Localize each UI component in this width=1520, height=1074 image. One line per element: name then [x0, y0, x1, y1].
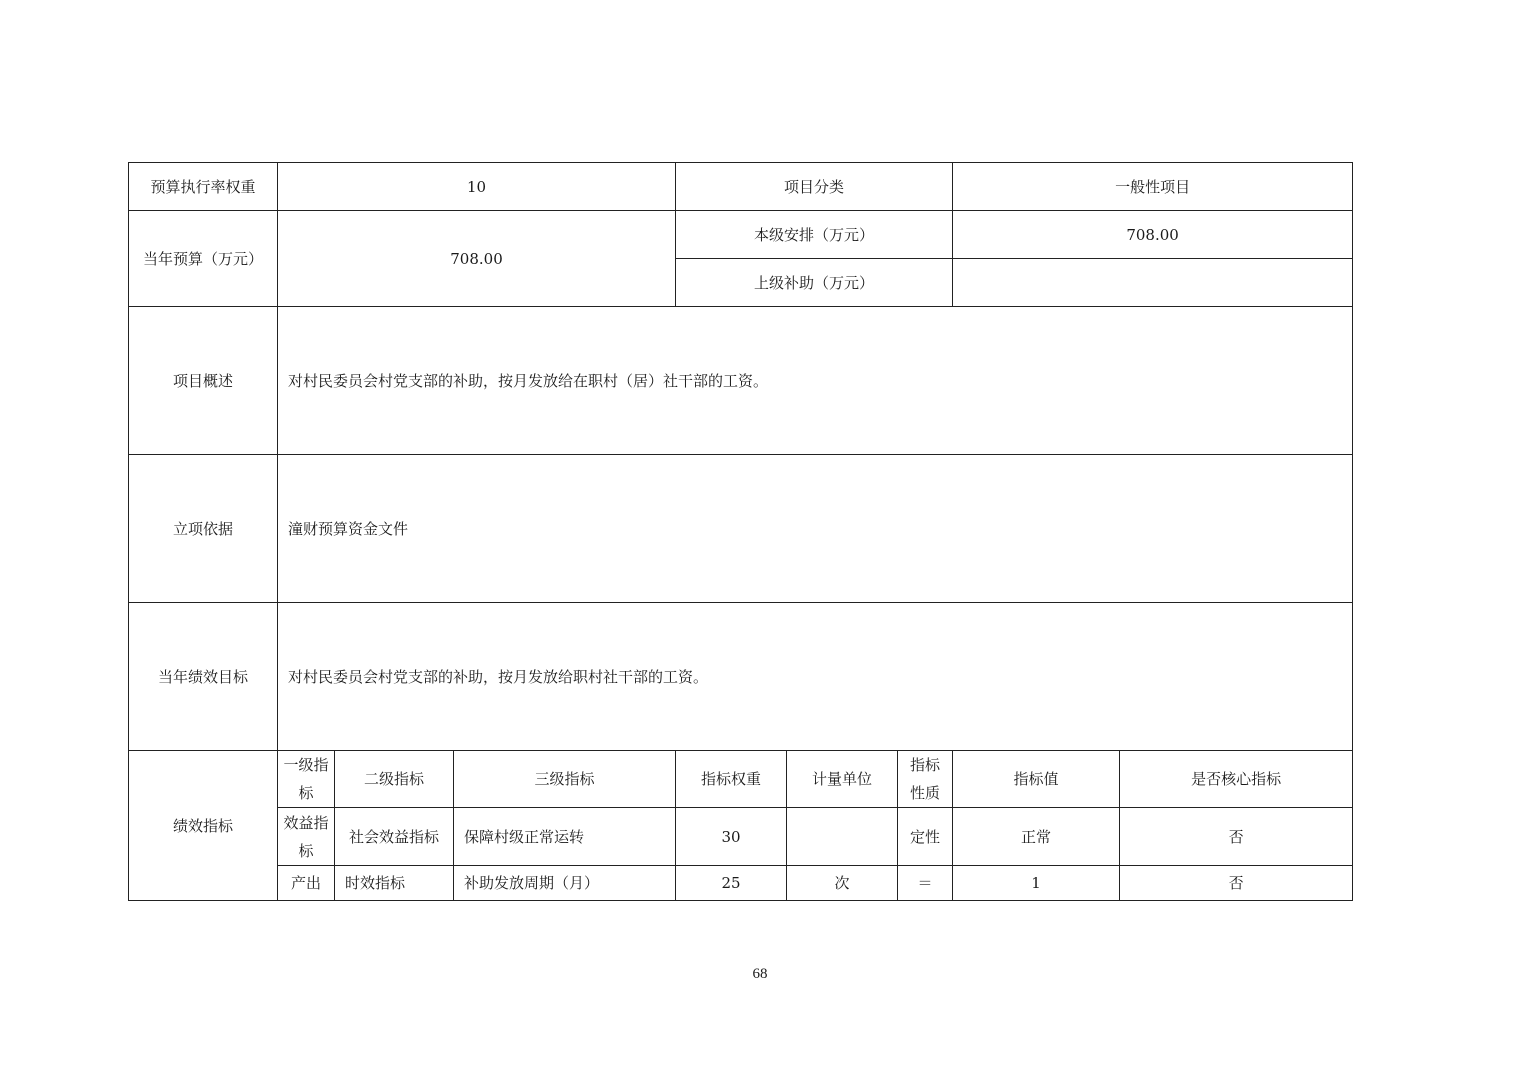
indicator-value: 1: [953, 866, 1120, 901]
label-execution-weight: 预算执行率权重: [129, 163, 278, 211]
indicator-core: 否: [1120, 808, 1353, 866]
indicator-value: 正常: [953, 808, 1120, 866]
indicator-weight: 25: [676, 866, 787, 901]
indicator-level3: 补助发放周期（月）: [454, 866, 676, 901]
value-superior-subsidy: [953, 259, 1353, 307]
row-goal: [129, 603, 1353, 751]
header-weight: 指标权重: [676, 751, 787, 808]
value-local-arrangement: 708.00: [953, 211, 1353, 259]
indicator-nature: 定性: [898, 808, 953, 866]
indicator-weight: 30: [676, 808, 787, 866]
indicator-core: 否: [1120, 866, 1353, 901]
row-overview: [129, 307, 1353, 455]
row-annual-budget: [129, 211, 1353, 259]
indicator-level3: 保障村级正常运转: [454, 808, 676, 866]
header-level2: 二级指标: [335, 751, 454, 808]
row-execution-weight: [129, 163, 1353, 211]
label-local-arrangement: 本级安排（万元）: [676, 211, 953, 259]
label-project-category: 项目分类: [676, 163, 953, 211]
label-annual-budget: 当年预算（万元）: [129, 211, 278, 307]
indicator-nature: ＝: [898, 866, 953, 901]
indicator-row: [129, 808, 1353, 866]
value-annual-budget: 708.00: [278, 211, 676, 307]
label-goal: 当年绩效目标: [129, 603, 278, 751]
indicator-header-row: [129, 751, 1353, 808]
indicator-level2: 时效指标: [335, 866, 454, 901]
header-level3: 三级指标: [454, 751, 676, 808]
indicator-row: [129, 866, 1353, 901]
indicator-unit: 次: [787, 866, 898, 901]
value-project-category: 一般性项目: [953, 163, 1353, 211]
indicator-level1: 效益指标: [278, 808, 335, 866]
row-basis: [129, 455, 1353, 603]
label-indicators: 绩效指标: [129, 751, 278, 901]
indicator-unit: [787, 808, 898, 866]
header-nature: 指标性质: [898, 751, 953, 808]
header-value: 指标值: [953, 751, 1120, 808]
header-level1: 一级指标: [278, 751, 335, 808]
indicator-level1: 产出: [278, 866, 335, 901]
page-number: 68: [752, 966, 768, 982]
value-overview: 对村民委员会村党支部的补助，按月发放给在职村（居）社干部的工资。: [278, 307, 1353, 455]
indicator-level2: 社会效益指标: [335, 808, 454, 866]
value-execution-weight: 10: [278, 163, 676, 211]
header-unit: 计量单位: [787, 751, 898, 808]
label-basis: 立项依据: [129, 455, 278, 603]
budget-table: [128, 162, 1353, 901]
value-goal: 对村民委员会村党支部的补助，按月发放给职村社干部的工资。: [278, 603, 1353, 751]
header-core: 是否核心指标: [1120, 751, 1353, 808]
label-overview: 项目概述: [129, 307, 278, 455]
value-basis: 潼财预算资金文件: [278, 455, 1353, 603]
label-superior-subsidy: 上级补助（万元）: [676, 259, 953, 307]
